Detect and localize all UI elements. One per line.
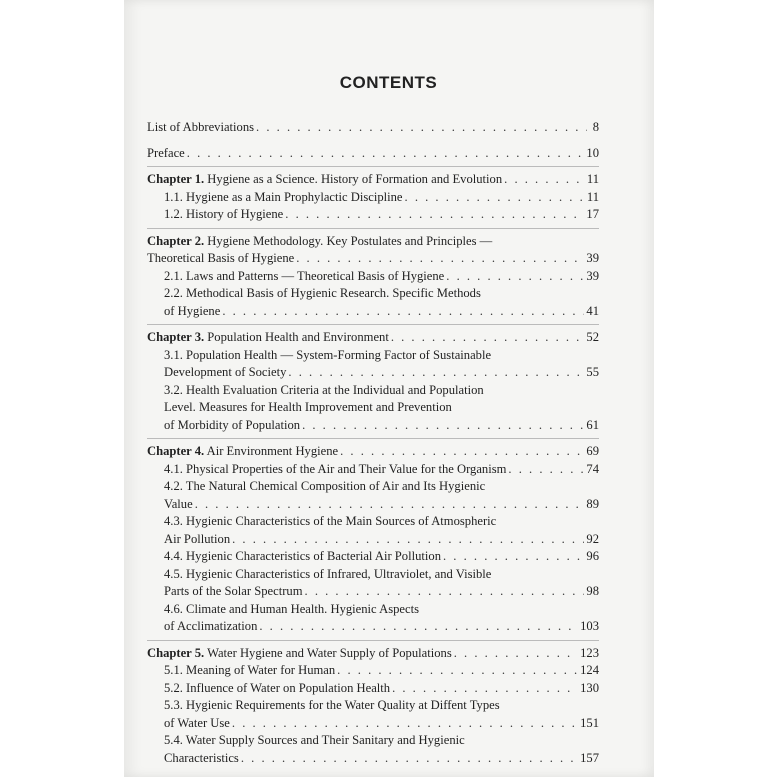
chapter-label: Chapter 2. xyxy=(147,233,205,248)
toc-entry-title: List of Abbreviations xyxy=(147,120,255,134)
page-title: CONTENTS xyxy=(339,73,438,92)
toc-section-line: 4.5. Hygienic Characteristics of Infrared, Ultraviolet, and Visible xyxy=(164,566,492,581)
toc-page-number: 17 xyxy=(586,207,599,221)
toc-section xyxy=(147,461,599,479)
toc-entry xyxy=(147,119,599,137)
toc-entry-title-cont: of Morbidity of Population xyxy=(164,417,301,432)
toc-chapter xyxy=(147,645,599,663)
toc-entry-title-cont: of Acclimatization xyxy=(164,619,258,633)
toc-section xyxy=(147,417,599,435)
table-of-contents xyxy=(147,119,599,767)
toc-entry-title: 2.1. Laws and Patterns — Theoretical Basis of Hygiene xyxy=(164,268,445,283)
toc-page-number: 74 xyxy=(586,461,599,476)
toc-section xyxy=(147,364,599,382)
chapter-label: Chapter 1. xyxy=(147,172,205,186)
toc-section-line: 2.2. Methodical Basis of Hygienic Research. Specific Methods xyxy=(164,286,481,300)
toc-section xyxy=(147,662,599,680)
toc-section xyxy=(147,531,599,549)
toc-entry-title-cont: Theoretical Basis of Hygiene xyxy=(147,251,295,265)
toc-page-number: 41 xyxy=(586,303,599,318)
toc-entry-title: Hygiene Methodology. Key Postulates and Principles — xyxy=(207,233,493,248)
toc-section xyxy=(147,268,599,286)
divider xyxy=(147,228,599,229)
toc-entry-title: 1.1. Hygiene as a Main Prophylactic Discipline xyxy=(164,189,403,204)
toc-section-line: 4.2. The Natural Chemical Composition of Air and Its Hygienic xyxy=(164,479,486,493)
toc-section-line: Level. Measures for Health Improvement and Prevention xyxy=(164,400,452,414)
toc-page-number: 55 xyxy=(586,365,599,379)
toc-entry-title: Water Hygiene and Water Supply of Populations xyxy=(207,645,452,660)
toc-entry-title-cont: Value xyxy=(164,496,193,511)
toc-entry xyxy=(147,145,599,163)
toc-chapter xyxy=(147,250,599,268)
toc-entry-title: 5.1. Meaning of Water for Human xyxy=(164,663,336,677)
divider xyxy=(147,438,599,439)
toc-entry-title-cont: Development of Society xyxy=(164,365,287,379)
toc-section-line: 3.1. Population Health — System-Forming Factor of Sustainable xyxy=(164,347,492,362)
toc-section xyxy=(147,303,599,321)
toc-page-number: 39 xyxy=(586,268,599,283)
toc-section xyxy=(147,206,599,224)
toc-page-number: 151 xyxy=(580,715,599,730)
toc-chapter-line xyxy=(147,233,599,251)
toc-page-number: 124 xyxy=(580,663,599,677)
toc-section-line: 4.6. Climate and Human Health. Hygienic Aspects xyxy=(164,601,419,616)
toc-page-number: 96 xyxy=(586,549,599,563)
toc-page-number: 61 xyxy=(586,417,599,432)
toc-entry-title: Population Health and Environment xyxy=(207,330,389,344)
toc-section-line: 5.4. Water Supply Sources and Their Sanitary and Hygienic xyxy=(164,733,465,747)
divider xyxy=(147,324,599,325)
toc-page-number: 89 xyxy=(586,496,599,511)
toc-section-line: 3.2. Health Evaluation Criteria at the Individual and Population xyxy=(164,382,484,397)
toc-page-number: 103 xyxy=(580,619,599,633)
divider xyxy=(147,166,599,167)
toc-entry-title: 1.2. History of Hygiene xyxy=(164,207,284,221)
chapter-label: Chapter 4. xyxy=(147,444,205,458)
toc-entry-title: 4.1. Physical Properties of the Air and Their Value for the Organism xyxy=(164,461,507,476)
toc-entry-title-cont: Parts of the Solar Spectrum xyxy=(164,584,303,598)
toc-page-number: 69 xyxy=(586,444,599,458)
toc-entry-title: Air Environment Hygiene xyxy=(206,444,339,458)
toc-section xyxy=(147,618,599,636)
toc-entry-title: Preface xyxy=(147,145,185,160)
toc-entry-title: Hygiene as a Science. History of Formation and Evolution xyxy=(207,172,503,186)
toc-section xyxy=(147,189,599,207)
toc-page-number: 130 xyxy=(580,680,599,695)
toc-page-number: 52 xyxy=(586,330,599,344)
toc-section xyxy=(147,548,599,566)
chapter-label: Chapter 3. xyxy=(147,330,205,344)
toc-section xyxy=(147,583,599,601)
toc-page-number: 92 xyxy=(586,531,599,546)
toc-entry-title-cont: Air Pollution xyxy=(164,531,231,546)
divider xyxy=(147,640,599,641)
toc-section xyxy=(147,715,599,733)
toc-chapter xyxy=(147,171,599,189)
toc-section-line: 4.3. Hygienic Characteristics of the Main Sources of Atmospheric xyxy=(164,514,497,528)
toc-entry-title: 4.4. Hygienic Characteristics of Bacterial Air Pollution xyxy=(164,549,441,563)
toc-section xyxy=(147,680,599,698)
toc-section-line: 5.3. Hygienic Requirements for the Water Quality at Diffent Types xyxy=(164,698,500,712)
toc-section xyxy=(147,496,599,514)
toc-section xyxy=(147,750,599,768)
toc-page-number: 10 xyxy=(586,145,599,160)
toc-entry-title-cont: of Water Use xyxy=(164,715,230,730)
toc-chapter xyxy=(147,443,599,461)
toc-page-number: 157 xyxy=(580,750,599,765)
toc-page-number: 8 xyxy=(592,120,599,134)
toc-page-number: 98 xyxy=(586,584,599,598)
toc-page-number: 11 xyxy=(586,172,599,186)
toc-entry-title-cont: of Hygiene xyxy=(164,303,221,318)
toc-chapter xyxy=(147,329,599,347)
toc-page-number: 11 xyxy=(586,189,599,204)
toc-entry-title-cont: Characteristics xyxy=(164,750,239,765)
chapter-label: Chapter 5. xyxy=(147,645,205,660)
toc-entry-title: 5.2. Influence of Water on Population Health xyxy=(164,680,391,695)
toc-page-number: 123 xyxy=(580,645,599,660)
toc-page-number: 39 xyxy=(586,251,599,265)
